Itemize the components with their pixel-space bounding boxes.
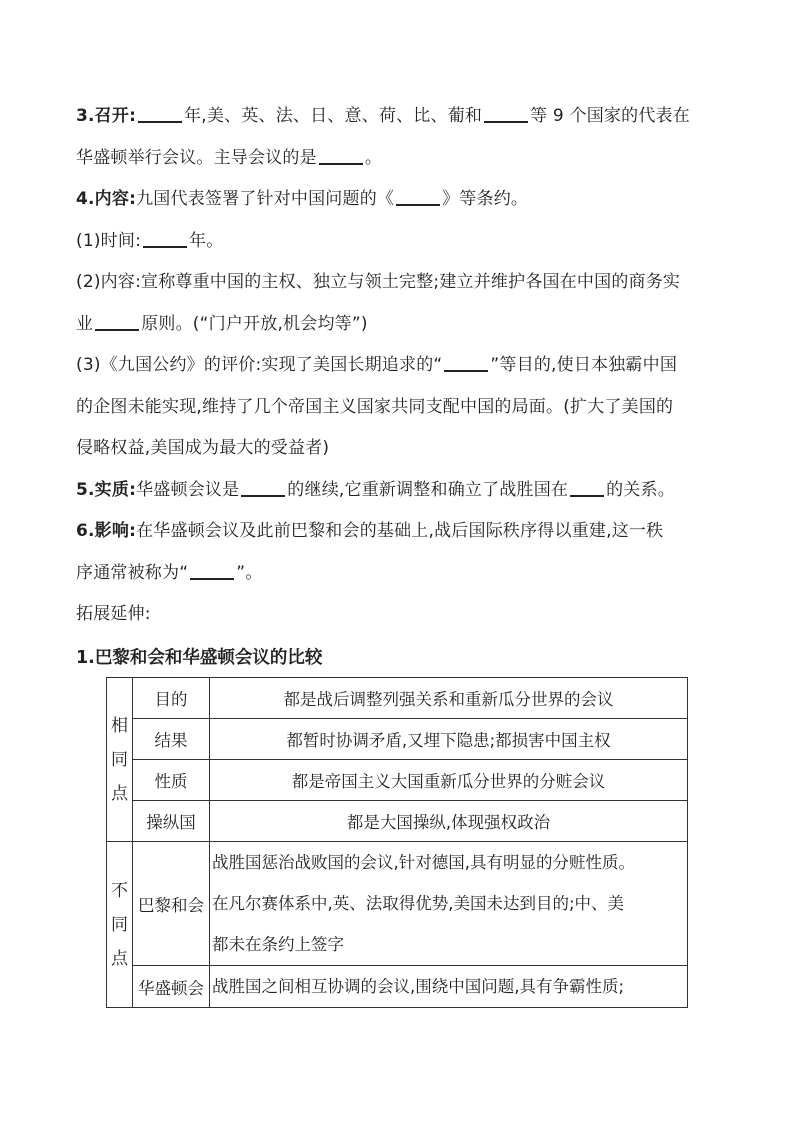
answer-blank[interactable] — [143, 224, 187, 248]
item-3-line-1: 3.召开: 年,美、英、法、日、意、荷、比、葡和 等 9 个国家的代表在 — [76, 96, 720, 138]
row-value: 都是战后调整列强关系和重新瓜分世界的会议 — [210, 678, 688, 719]
sub-item-3-line-1: (3)《九国公约》的评价:实现了美国长期追求的“ ”等目的,使日本独霸中国 — [76, 345, 720, 387]
answer-blank[interactable] — [241, 473, 285, 497]
comparison-table — [106, 677, 688, 1008]
sub-item-2-line-2: 业 原则。(“门户开放,机会均等”) — [76, 304, 720, 346]
answer-blank[interactable] — [190, 556, 234, 580]
item-3-line-2: 华盛顿举行会议。主导会议的是 。 — [76, 138, 720, 180]
table-row — [107, 966, 688, 1008]
table-row — [107, 719, 688, 760]
row-label: 巴黎和会 — [133, 842, 210, 966]
row-value: 战胜国惩治战败国的会议,针对德国,具有明显的分赃性质。 在凡尔赛体系中,英、法取得优势,美国未达到目的;中、美 都未在条约上签字 — [210, 842, 688, 966]
item-6-label: 6.影响: — [76, 521, 137, 541]
item-5-label: 5.实质: — [76, 479, 137, 500]
extend-heading: 拓展延伸: — [76, 604, 151, 624]
sub-item-1: (1)时间: 年。 — [76, 221, 720, 263]
row-value: 都暂时协调矛盾,又埋下隐患;都损害中国主权 — [210, 719, 688, 760]
item-6-line-1: 6.影响:在华盛顿会议及此前巴黎和会的基础上,战后国际秩序得以重建,这一秩 — [76, 521, 664, 541]
answer-blank[interactable] — [484, 99, 528, 123]
row-label: 操纵国 — [133, 801, 210, 842]
table-row — [107, 760, 688, 801]
row-label: 结果 — [133, 719, 210, 760]
answer-blank[interactable] — [570, 473, 604, 497]
item-4-line: 4.内容:九国代表签署了针对中国问题的《 》等条约。 — [76, 179, 720, 221]
row-value: 都是帝国主义大国重新瓜分世界的分赃会议 — [210, 760, 688, 801]
answer-blank[interactable] — [138, 99, 182, 123]
row-label: 华盛顿会 — [133, 966, 210, 1008]
row-value: 战胜国之间相互协调的会议,围绕中国问题,具有争霸性质; — [210, 966, 688, 1008]
same-points-group-label: 相 同 点 — [107, 678, 133, 842]
item-4-label: 4.内容: — [76, 189, 137, 209]
answer-blank[interactable] — [95, 307, 139, 331]
answer-blank[interactable] — [396, 182, 440, 206]
sub-item-2-line-1: (2)内容:宣称尊重中国的主权、独立与领土完整;建立并维护各国在中国的商务实 — [76, 272, 681, 292]
row-label: 目的 — [133, 678, 210, 719]
answer-blank[interactable] — [319, 141, 363, 165]
row-label: 性质 — [133, 760, 210, 801]
diff-points-group-label: 不 同 点 — [107, 842, 133, 1008]
item-5-line: 5.实质:华盛顿会议是 的继续,它重新调整和确立了战胜国在 的关系。 — [76, 470, 720, 512]
table-row — [107, 842, 688, 966]
document-body — [76, 96, 720, 678]
comparison-title: 1.巴黎和会和华盛顿会议的比较 — [76, 647, 323, 668]
answer-blank[interactable] — [444, 348, 488, 372]
row-value: 都是大国操纵,体现强权政治 — [210, 801, 688, 842]
sub-item-3-line-2: 的企图未能实现,维持了几个帝国主义国家共同支配中国的局面。(扩大了美国的 — [76, 396, 674, 417]
table-row — [107, 801, 688, 842]
item-3-label: 3.召开: — [76, 106, 137, 126]
sub-item-3-line-3: 侵略权益,美国成为最大的受益者) — [76, 438, 330, 458]
item-6-line-2: 序通常被称为“ ”。 — [76, 553, 720, 595]
table-row — [107, 678, 688, 719]
